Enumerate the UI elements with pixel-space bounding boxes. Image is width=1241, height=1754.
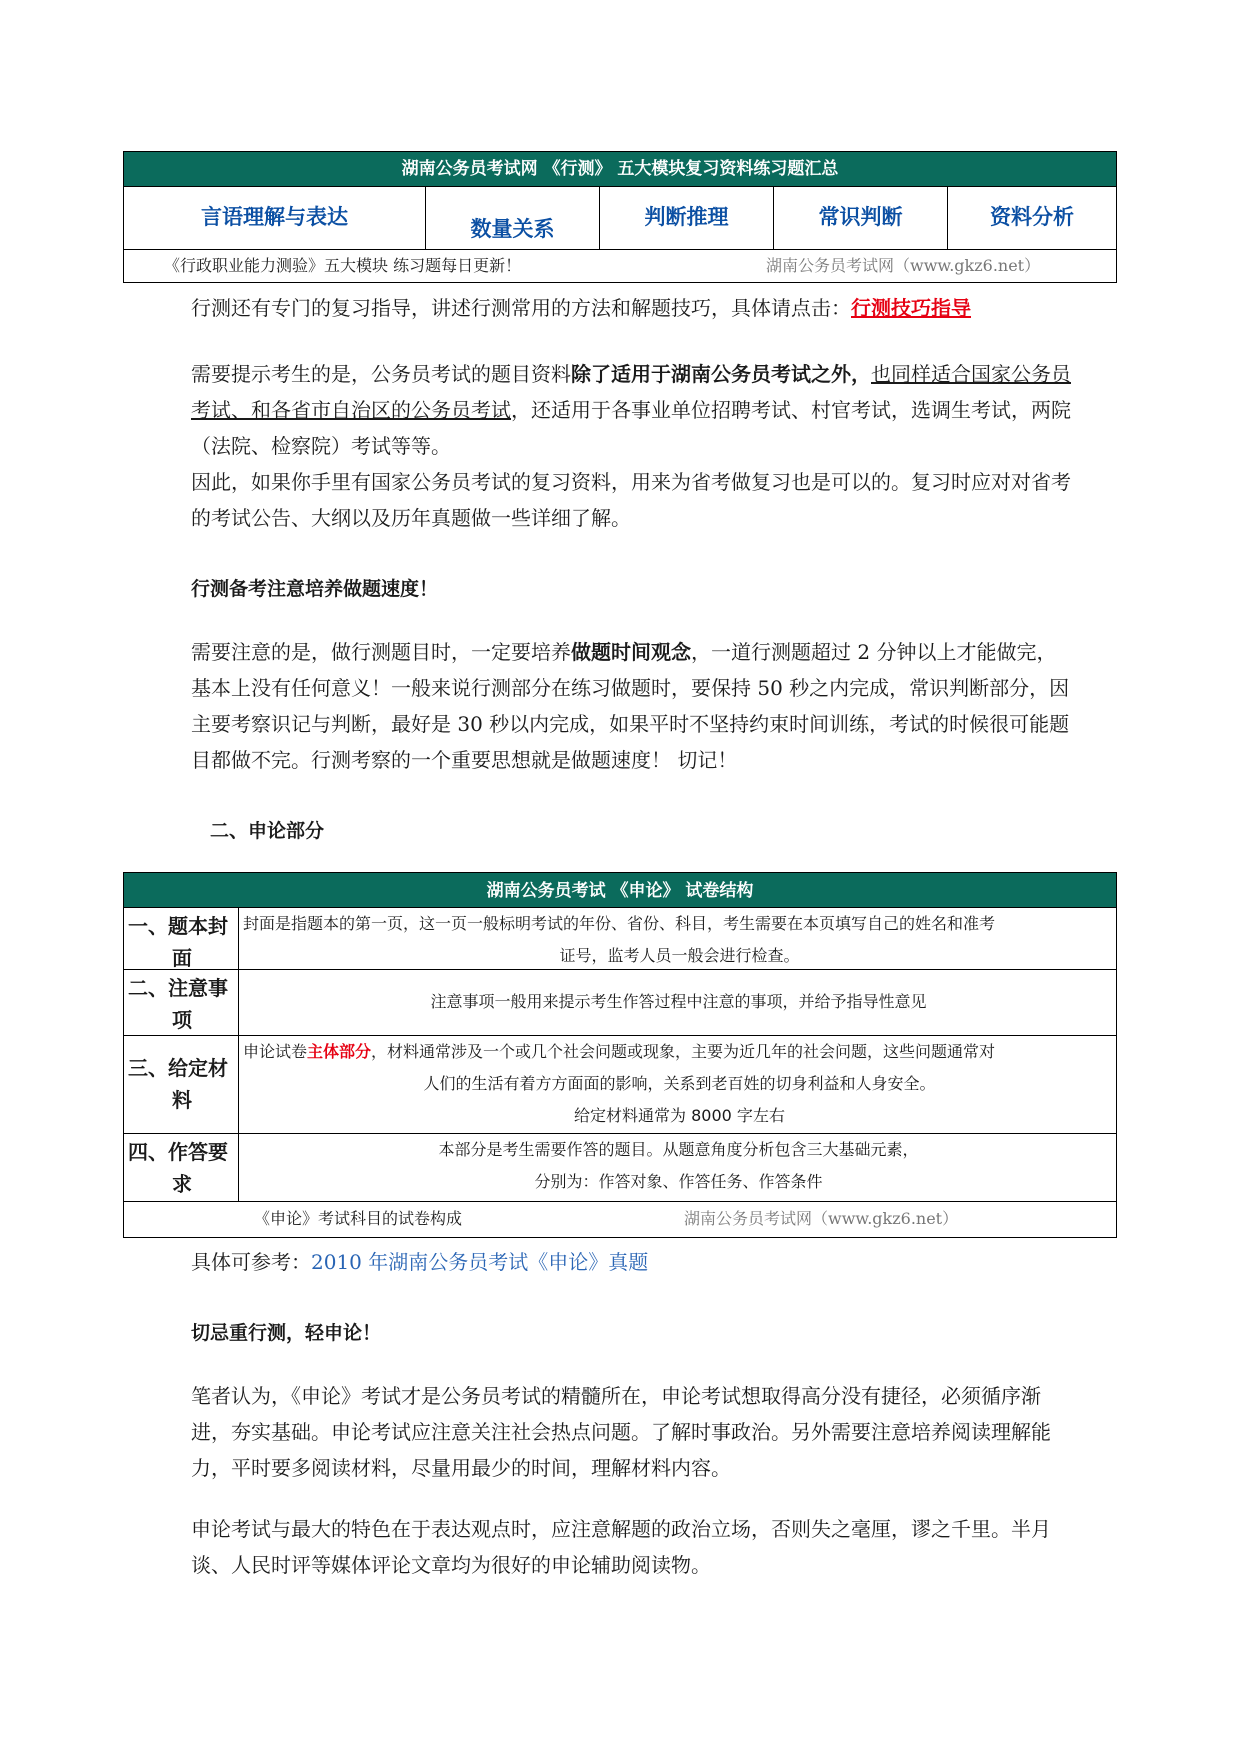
shenlun-table-header: 湖南公务员考试 《申论》 试卷结构 <box>124 873 1116 908</box>
reference-line <box>191 1244 1071 1280</box>
row-label: 二、注意事 项 <box>124 970 239 1035</box>
shenlun-section-heading: 二、申论部分 <box>210 820 325 842</box>
shenlun-paragraph-1: 笔者认为，《申论》考试才是公务员考试的精髓所在，申论考试想取得高分没有捷径，必须循序渐进，夯实基础。申论考试应注意关注社会热点问题。了解时事政治。另外需要注意培养阅读理解能力，平时要多阅读材料，尽量用最少的时间，理解材料内容。 <box>191 1384 1051 1480</box>
notice-text-1: 需要提示考生的是，公务员考试的题目资料 <box>191 362 571 386</box>
modules-row <box>124 187 1116 249</box>
notice-bold-text: 除了适用于湖南公务员考试之外， <box>571 362 871 386</box>
reference-text: 具体可参考： <box>191 1250 311 1274</box>
shenlun-2010-link[interactable]: 2010 年湖南公务员考试《申论》真题 <box>311 1250 649 1274</box>
footer-left-text: 《行政职业能力测验》五大模块 练习题每日更新！ <box>164 256 522 275</box>
module-changshi[interactable] <box>774 187 948 249</box>
shenlun-paragraph-2: 申论考试与最大的特色在于表达观点时，应注意解题的政治立场，否则失之毫厘，谬之千里。半月谈、人民时评等媒体评论文章均为很好的申论辅助阅读物。 <box>191 1517 1051 1577</box>
row-label: 四、作答要 求 <box>124 1134 239 1201</box>
row-content: 本部分是考生需要作答的题目。从题意角度分析包含三大基础元素， 分别为：作答对象、作答任务、作答条件 <box>438 1140 919 1191</box>
notice-text-3: 因此，如果你手里有国家公务员考试的复习资料，用来为省考做复习也是可以的。复习时应对对省考的考试公告、大纲以及历年真题做一些详细了解。 <box>191 470 1071 530</box>
module-changshi-label[interactable]: 常识判断 <box>818 205 903 229</box>
speed-text-2: ，一道行测题超过 2 分钟以上才能做完，基本上没有任何意义！一般来说行测部分在练习做题时，要保持 50 秒之内完成，常识判断部分，因主要考察识记与判断，最好是 30 秒以内完成，如果平时不坚持约束时间训练，考试的时候很可能题目都做不完。行测考察的一个重要思想就是做题速度！ 切记！ <box>191 640 1070 772</box>
table-row <box>124 1036 1116 1134</box>
notice-text-2: ，还适用于各事业单位招聘考试、村官考试，选调生考试，两院（法院、检察院）考试等等。 <box>191 398 1071 458</box>
xingce-modules-table <box>123 151 1117 283</box>
module-panduan-label[interactable]: 判断推理 <box>644 205 729 229</box>
shenlun-structure-table <box>123 872 1117 1238</box>
module-ziliao-label[interactable]: 资料分析 <box>990 205 1074 229</box>
shenlun-warning-heading: 切忌重行测，轻申论！ <box>191 1322 382 1344</box>
speed-paragraph <box>191 634 1071 778</box>
row-content: 注意事项一般用来提示考生作答过程中注意的事项，并给予指导性意见 <box>430 992 927 1011</box>
module-ziliao[interactable] <box>948 187 1116 249</box>
module-panduan[interactable] <box>600 187 774 249</box>
row-label: 三、给定材 料 <box>124 1036 239 1133</box>
xingce-table-footer <box>124 249 1116 283</box>
module-shuliang[interactable] <box>426 187 600 249</box>
row-label: 一、题本封 面 <box>124 908 239 969</box>
row-content: 封面是指题本的第一页，这一页一般标明考试的年份、省份、科目，考生需要在本页填写自己的姓名和准考 证号，监考人员一般会进行检查。 <box>243 914 996 965</box>
table-row <box>124 908 1116 970</box>
intro-text: 行测还有专门的复习指导，讲述行测常用的方法和解题技巧，具体请点击： <box>191 296 851 320</box>
footer-site-text: 湖南公务员考试网（www.gkz6.net） <box>766 256 1041 275</box>
notice-paragraph <box>191 356 1071 536</box>
xingce-tips-link[interactable]: 行测技巧指导 <box>851 296 971 320</box>
footer-left-text: 《申论》考试科目的试卷构成 <box>254 1209 463 1228</box>
xingce-table-header: 湖南公务员考试网 《行测》 五大模块复习资料练习题汇总 <box>124 152 1116 187</box>
module-shuliang-label[interactable]: 数量关系 <box>470 217 555 241</box>
row-content: 申论试卷主体部分，材料通常涉及一个或几个社会问题或现象，主要为近几年的社会问题，这些问题通常对 人们的生活有着方方面面的影响，关系到老百姓的切身利益和人身安全。 给定材料通常为 8000 字左右 <box>243 1042 996 1125</box>
table-row <box>124 970 1116 1036</box>
shenlun-table-footer <box>124 1202 1116 1237</box>
module-yanyu[interactable] <box>124 187 426 249</box>
footer-site-text: 湖南公务员考试网（www.gkz6.net） <box>684 1209 959 1228</box>
intro-paragraph <box>191 290 1071 326</box>
speed-text-1: 需要注意的是，做行测题目时，一定要培养 <box>191 640 571 664</box>
speed-heading: 行测备考注意培养做题速度！ <box>191 578 439 600</box>
speed-bold-text: 做题时间观念 <box>571 640 691 664</box>
table-row <box>124 1134 1116 1202</box>
module-yanyu-label[interactable]: 言语理解与表达 <box>201 205 348 229</box>
notice-underline-text: 也同样适合国家公务员考试、和各省市自治区的公务员考试 <box>191 362 1071 422</box>
